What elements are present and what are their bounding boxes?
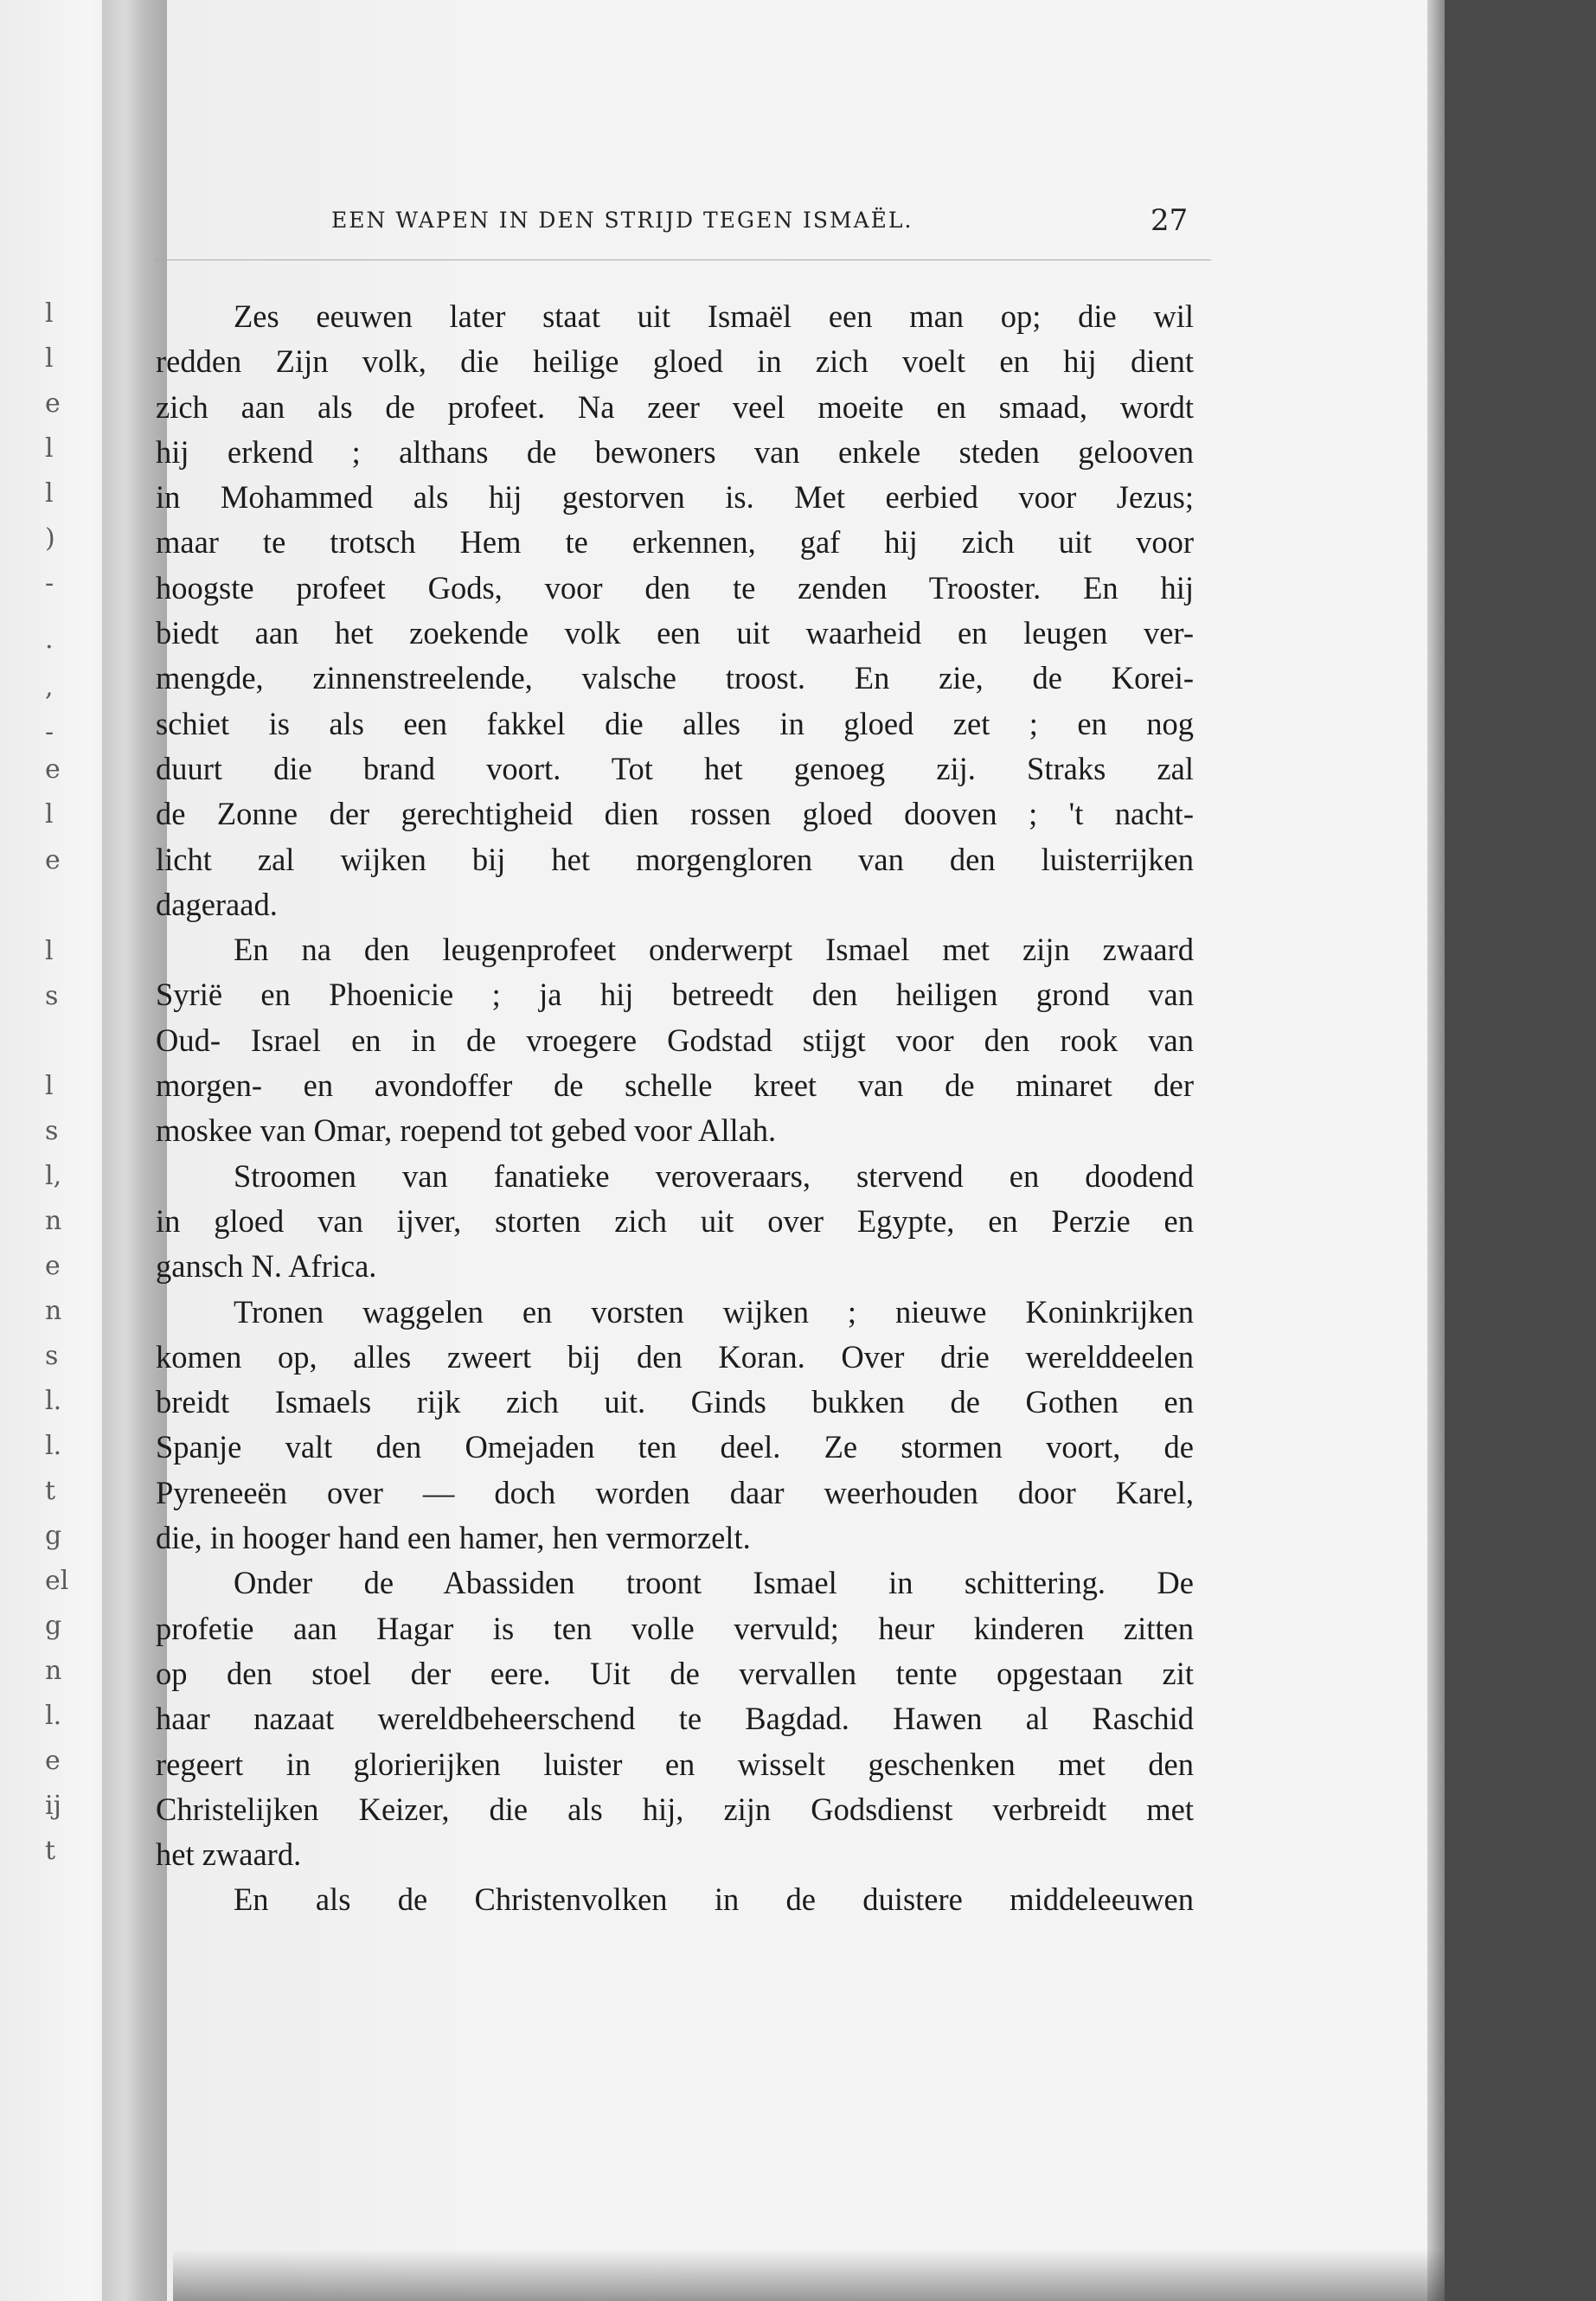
margin-fragment: l. (45, 1386, 62, 1416)
text-line: duurt die brand voort. Tot het genoeg zij. Straks zal (156, 750, 1194, 786)
text-line: En als de Christenvolken in de duistere middeleeuwen (234, 1881, 1194, 1918)
margin-fragment: ij (45, 1791, 61, 1821)
text-line: op den stoel der eere. Uit de vervallen tente opgestaan zit (156, 1655, 1194, 1691)
text-line: mengde, zinnenstreelende, valsche troost. En zie, de Korei- (156, 660, 1194, 696)
margin-fragment: n (45, 1296, 62, 1326)
margin-fragment: l (45, 433, 54, 464)
margin-fragment: l (45, 1071, 54, 1101)
margin-fragment: el (45, 1566, 69, 1596)
margin-fragment: l (45, 936, 54, 966)
margin-fragment: g (45, 1611, 62, 1641)
body-text (156, 294, 1194, 1923)
margin-fragment: l. (45, 1701, 62, 1731)
text-line: En na den leugenprofeet onderwerpt Ismael met zijn zwaard (234, 932, 1194, 968)
text-line: morgen- en avondoffer de schelle kreet van de minaret der (156, 1067, 1194, 1104)
margin-fragment: l (45, 343, 54, 374)
text-line: komen op, alles zweert bij den Koran. Over drie werelddeelen (156, 1338, 1194, 1375)
text-line: dageraad. (156, 886, 278, 922)
margin-fragment: l. (45, 1431, 62, 1461)
text-line: profetie aan Hagar is ten volle vervuld; heur kinderen zitten (156, 1610, 1194, 1646)
margin-fragment: n (45, 1656, 62, 1686)
text-line: licht zal wijken bij het morgengloren van den luisterrijken (156, 841, 1194, 877)
text-line: Stroomen van fanatieke veroveraars, stervend en doodend (234, 1157, 1194, 1194)
text-line: in gloed van ijver, storten zich uit over Egypte, en Perzie en (156, 1202, 1194, 1239)
text-line: moskee van Omar, roepend tot gebed voor Allah. (156, 1112, 777, 1149)
margin-fragment: s (45, 1341, 59, 1371)
text-line: Zes eeuwen later staat uit Ismaël een man op; die wil (234, 298, 1194, 334)
text-line: de Zonne der gerechtigheid dien rossen gloed dooven ; 't nacht- (156, 796, 1194, 832)
margin-fragment: - (45, 568, 54, 599)
page-number: 27 (1151, 203, 1189, 238)
margin-fragment: l (45, 298, 54, 329)
text-line: Pyreneeën over — doch worden daar weerhouden door Karel, (156, 1474, 1194, 1510)
margin-fragment: e (45, 388, 61, 419)
margin-fragment: l, (45, 1161, 62, 1191)
margin-fragment: - (45, 717, 54, 747)
margin-fragment: s (45, 1116, 59, 1146)
text-line: maar te trotsch Hem te erkennen, gaf hij zich uit voor (156, 524, 1194, 561)
scan-shadow (173, 2249, 1445, 2301)
margin-fragment: e (45, 754, 61, 785)
scan-background (1445, 0, 1596, 2301)
margin-fragment: t (45, 1836, 56, 1866)
text-line: schiet is als een fakkel die alles in gloed zet ; en nog (156, 705, 1194, 741)
text-line: redden Zijn volk, die heilige gloed in zich voelt en hij dient (156, 343, 1194, 380)
facing-page-margin (45, 0, 106, 2301)
text-line: het zwaard. (156, 1836, 302, 1873)
text-line: haar nazaat wereldbeheerschend te Bagdad. Hawen al Raschid (156, 1701, 1194, 1737)
text-line: Syrië en Phoenicie ; ja hij betreedt den heiligen grond van (156, 977, 1194, 1013)
text-line: biedt aan het zoekende volk een uit waarheid en leugen ver- (156, 615, 1194, 651)
margin-fragment: n (45, 1206, 62, 1236)
margin-fragment: s (45, 981, 59, 1011)
margin-fragment: g (45, 1521, 62, 1551)
margin-fragment: l (45, 478, 54, 509)
margin-fragment: e (45, 1746, 61, 1776)
margin-fragment: , (45, 672, 54, 702)
text-line: hij erkend ; althans de bewoners van enkele steden gelooven (156, 433, 1194, 470)
text-line: hoogste profeet Gods, voor den te zenden Trooster. En hij (156, 569, 1194, 606)
page-edge (1427, 0, 1445, 2301)
text-line: die, in hooger hand een hamer, hen vermorzelt. (156, 1520, 751, 1556)
text-line: Onder de Abassiden troont Ismael in schittering. De (234, 1565, 1194, 1601)
text-line: breidt Ismaels rijk zich uit. Ginds bukken de Gothen en (156, 1384, 1194, 1420)
text-line: Spanje valt den Omejaden ten deel. Ze stormen voort, de (156, 1429, 1194, 1465)
margin-fragment: ) (45, 523, 55, 554)
text-line: Oud- Israel en in de vroegere Godstad stijgt voor den rook van (156, 1022, 1194, 1058)
text-line: Tronen waggelen en vorsten wijken ; nieuwe Koninkrijken (234, 1293, 1194, 1330)
margin-fragment: l (45, 799, 54, 830)
running-title: EEN WAPEN IN DEN STRIJD TEGEN ISMAËL. (331, 208, 913, 233)
text-line: zich aan als de profeet. Na zeer veel moeite en smaad, wordt (156, 388, 1194, 425)
text-line: gansch N. Africa. (156, 1248, 377, 1285)
margin-fragment: . (45, 625, 54, 655)
text-line: regeert in glorierijken luister en wisselt geschenken met den (156, 1746, 1194, 1782)
margin-fragment: e (45, 1251, 61, 1281)
text-line: in Mohammed als hij gestorven is. Met eerbied voor Jezus; (156, 479, 1194, 516)
margin-fragment: t (45, 1476, 56, 1506)
margin-fragment: e (45, 845, 61, 875)
text-line: Christelijken Keizer, die als hij, zijn Godsdienst verbreidt met (156, 1791, 1194, 1827)
